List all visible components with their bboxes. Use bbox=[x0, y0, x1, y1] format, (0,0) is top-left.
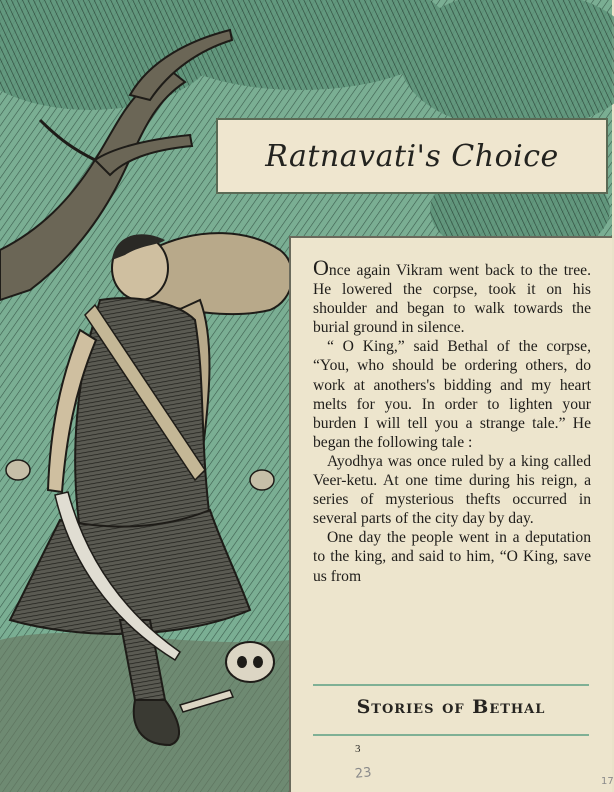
footer-rule-top bbox=[313, 684, 589, 686]
story-title: Ratnavati's Choice bbox=[265, 138, 559, 174]
drop-cap: O bbox=[313, 255, 329, 280]
text-panel bbox=[289, 236, 612, 792]
title-panel bbox=[216, 118, 608, 194]
story-paragraph-4: One day the people went in a deputation to the king, and said to him, “O King, save us from bbox=[313, 529, 591, 585]
footer-rule-bottom bbox=[313, 734, 589, 736]
story-paragraph-1 bbox=[313, 255, 591, 337]
page-number: 3 bbox=[355, 743, 361, 755]
story-paragraph-3: Ayodhya was once ruled by a king called Veer-ketu. At one time during his reign, a series of mysterious thefts occurred in several parts of the city day by day. bbox=[313, 452, 591, 528]
margin-mark: 17 bbox=[601, 776, 614, 787]
series-title: Stories of Bethal bbox=[356, 696, 546, 718]
story-body bbox=[313, 255, 591, 586]
pencil-note: 23 bbox=[354, 765, 373, 782]
story-paragraph-2: “ O King,” said Bethal of the corpse, “You, who should be ordering others, do work at anothers's bidding and my heart melts for you. In order to lighten your burden I will tell you a strange tale.” He began the following tale : bbox=[313, 338, 591, 451]
paragraph-text: nce again Vikram went back to the tree. He lowered the corpse, took it on his shoulder and began to walk towards the burial ground in silence. bbox=[313, 262, 591, 337]
